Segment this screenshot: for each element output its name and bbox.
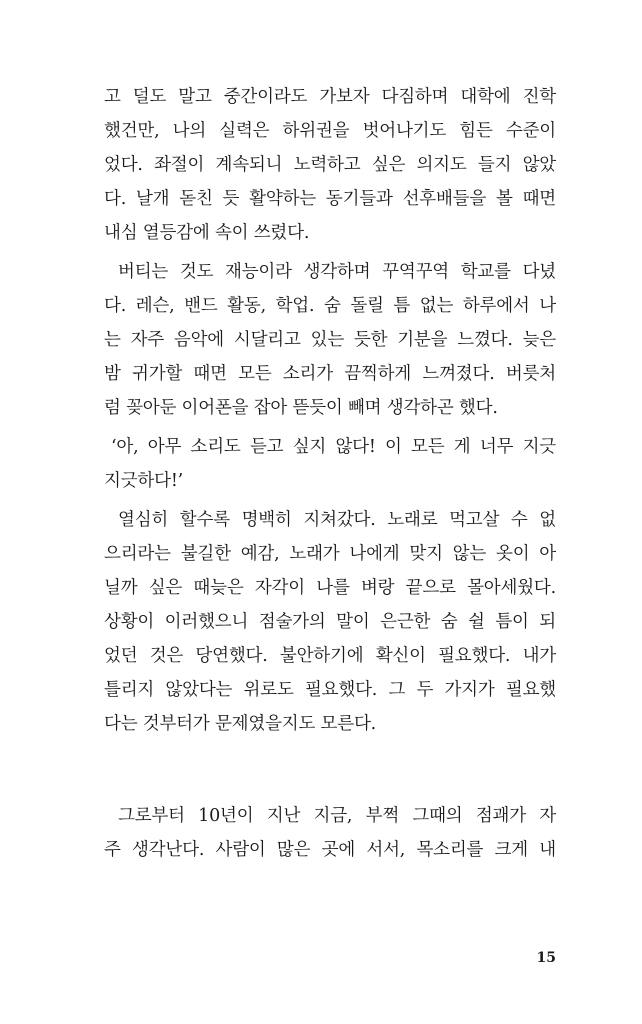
text-line: 그로부터 10년이 지난 지금, 부쩍 그때의 점괘가 자 bbox=[118, 806, 556, 826]
text-line: 다. 날개 돋친 듯 활약하는 동기들과 선후배들을 볼 때면 bbox=[104, 189, 556, 209]
text-line: 닐까 싶은 때늦은 자각이 나를 벼랑 끝으로 몰아세웠다. bbox=[104, 578, 556, 598]
text-line: 다. 레슨, 밴드 활동, 학업. 숨 돌릴 틈 없는 하루에서 나 bbox=[104, 296, 556, 316]
text-line: 었던 것은 당연했다. 불안하기에 확신이 필요했다. 내가 bbox=[104, 646, 556, 666]
text-line: 고 덜도 말고 중간이라도 가보자 다짐하며 대학에 진학 bbox=[104, 87, 556, 107]
text-line: 했건만, 나의 실력은 하위권을 벗어나기도 힘든 수준이 bbox=[104, 121, 556, 141]
text-line: 었다. 좌절이 계속되니 노력하고 싶은 의지도 들지 않았 bbox=[104, 155, 556, 175]
text-line: 럼 꽂아둔 이어폰을 잡아 뜯듯이 빼며 생각하곤 했다. bbox=[104, 398, 498, 418]
text-line: 틀리지 않았다는 위로도 필요했다. 그 두 가지가 필요했 bbox=[104, 680, 556, 700]
text-line: 주 생각난다. 사람이 많은 곳에 서서, 목소리를 크게 내 bbox=[104, 840, 556, 860]
text-line: 열심히 할수록 명백히 지쳐갔다. 노래로 먹고살 수 없 bbox=[118, 510, 556, 530]
text-line: ‘아, 아무 소리도 듣고 싶지 않다! 이 모든 게 너무 지긋 bbox=[111, 437, 556, 457]
text-line: 내심 열등감에 속이 쓰렸다. bbox=[104, 223, 310, 243]
text-line: 버티는 것도 재능이라 생각하며 꾸역꾸역 학교를 다녔 bbox=[118, 262, 556, 282]
text-line: 는 자주 음악에 시달리고 있는 듯한 기분을 느꼈다. 늦은 bbox=[104, 330, 556, 350]
text-line: 밤 귀가할 때면 모든 소리가 끔찍하게 느껴졌다. 버릇처 bbox=[104, 364, 556, 384]
page-number: 15 bbox=[536, 950, 556, 966]
text-line: 으리라는 불길한 예감, 노래가 나에게 맞지 않는 옷이 아 bbox=[104, 544, 556, 564]
text-line: 다는 것부터가 문제였을지도 모른다. bbox=[104, 714, 377, 734]
text-line: 상황이 이러했으니 점술가의 말이 은근한 숨 쉴 틈이 되 bbox=[104, 612, 556, 632]
text-line: 지긋하다!’ bbox=[104, 471, 184, 491]
